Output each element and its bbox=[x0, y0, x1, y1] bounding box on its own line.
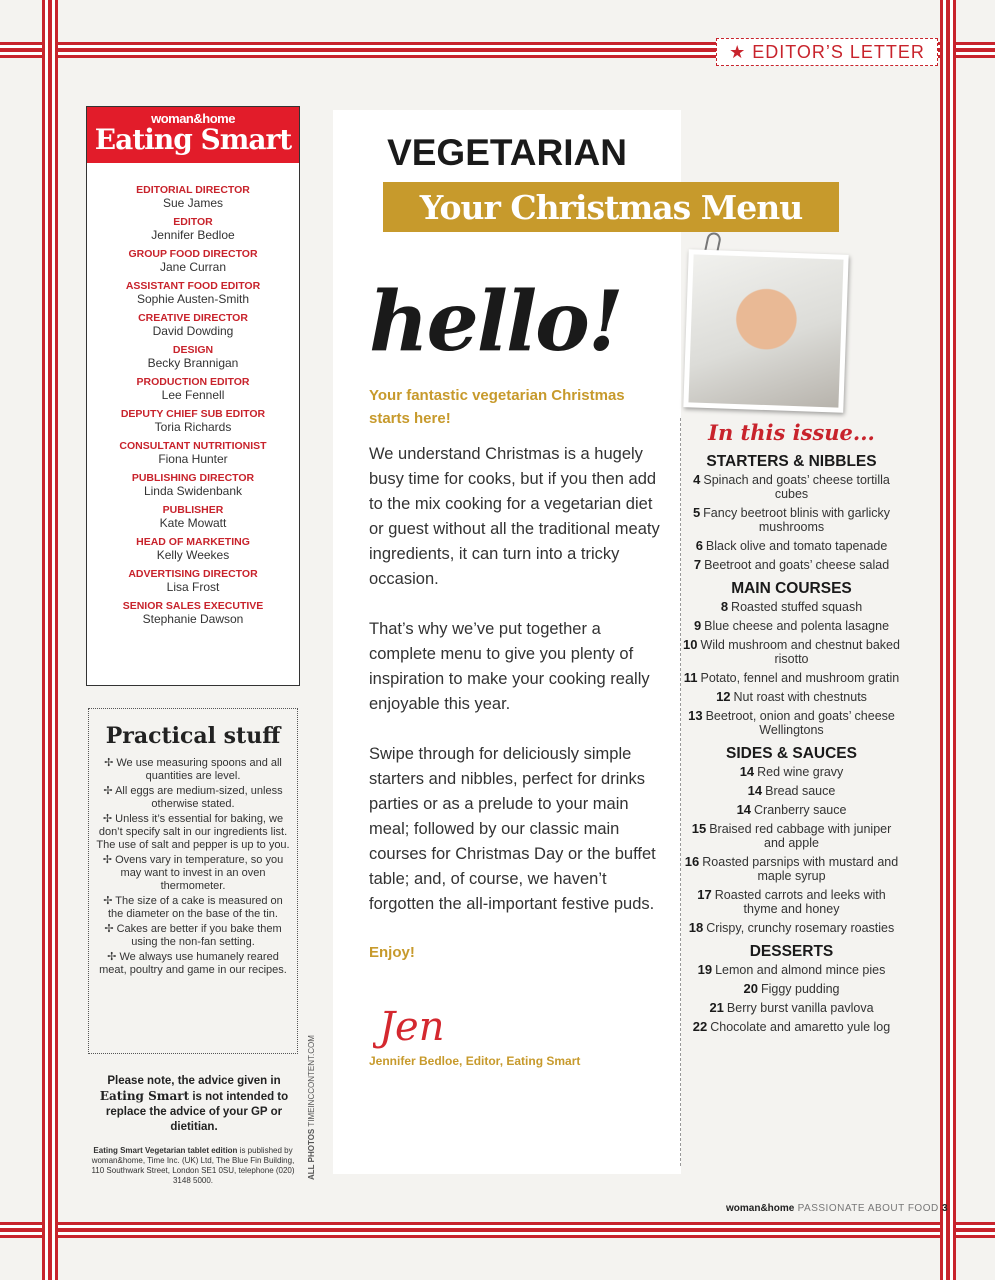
toc-page-number: 19 bbox=[697, 962, 713, 977]
staff-name: Jennifer Bedloe bbox=[151, 228, 235, 242]
toc-item bbox=[681, 473, 902, 501]
publisher-details: is published by woman&home, Time Inc. (UK) Ltd, The Blue Fin Building, 110 Southwark Street, London SE1 0SU, telephone (020) 3148 5000. bbox=[91, 1146, 295, 1185]
staff-role: PUBLISHER bbox=[162, 504, 224, 516]
editor-portrait bbox=[688, 254, 843, 407]
staff-name: Jane Curran bbox=[159, 260, 227, 274]
menu-banner: Your Christmas Menu bbox=[383, 182, 839, 232]
staff-name: Fiona Hunter bbox=[158, 452, 228, 466]
staff-role: GROUP FOOD DIRECTOR bbox=[128, 248, 258, 260]
toc-item-title: Braised red cabbage with juniper and apple bbox=[709, 822, 892, 850]
toc-item-title: Beetroot, onion and goats’ cheese Wellingtons bbox=[705, 709, 895, 737]
toc-item bbox=[681, 1020, 902, 1034]
toc-page-number: 7 bbox=[693, 557, 702, 572]
staff-name: Sophie Austen-Smith bbox=[136, 292, 250, 306]
toc-page-number: 4 bbox=[693, 472, 701, 487]
practical-item bbox=[95, 923, 291, 949]
toc-item-title: Chocolate and amaretto yule log bbox=[710, 1020, 891, 1034]
right-stripe bbox=[940, 0, 956, 1280]
practical-item bbox=[95, 895, 291, 921]
brand-logo bbox=[87, 107, 299, 163]
staff-name: Lisa Frost bbox=[166, 580, 220, 594]
staff-name: Stephanie Dawson bbox=[142, 612, 244, 626]
toc-section-heading: SIDES & SAUCES bbox=[726, 745, 857, 762]
toc-page-number: 21 bbox=[709, 1000, 724, 1015]
staff-name: Toria Richards bbox=[154, 420, 232, 434]
toc-page-number: 9 bbox=[693, 618, 702, 633]
letter-body bbox=[369, 442, 669, 942]
letter-paragraph: Swipe through for deliciously simple starters and nibbles, perfect for drinks parties or as a prelude to your main meal; followed by our classic main courses for Christmas Day or the buffet table; and, of course, we haven’t forgotten the all-important festive puds. bbox=[369, 745, 656, 913]
practical-item-text: We use measuring spoons and all quantities are level. bbox=[116, 757, 282, 782]
toc-item bbox=[681, 539, 902, 553]
staff-role: ASSISTANT FOOD EDITOR bbox=[125, 280, 261, 292]
signoff: Jennifer Bedloe, Editor, Eating Smart bbox=[369, 1054, 581, 1068]
photo-credit bbox=[307, 1035, 316, 1180]
staff-role: CONSULTANT NUTRITIONIST bbox=[119, 440, 267, 452]
toc-page-number: 14 bbox=[747, 783, 763, 798]
toc-item bbox=[681, 803, 902, 817]
toc-section-heading: DESSERTS bbox=[749, 943, 834, 960]
brand-small: woman&home bbox=[151, 111, 235, 126]
toc-page-number: 13 bbox=[688, 708, 703, 723]
toc-sections bbox=[681, 453, 902, 1034]
practical-item-text: Unless it’s essential for baking, we don’t specify salt in our ingredients list. The use of salt and pepper is up to you. bbox=[96, 813, 290, 851]
toc-section-heading: MAIN COURSES bbox=[731, 580, 852, 597]
practical-stuff bbox=[88, 708, 298, 1054]
toc-page-number: 16 bbox=[684, 854, 700, 869]
publisher-title: Eating Smart Vegetarian tablet edition bbox=[93, 1146, 238, 1155]
bullet-icon: ✢ bbox=[104, 757, 114, 769]
staff-name: Linda Swidenbank bbox=[143, 484, 243, 498]
toc-page-number: 14 bbox=[736, 802, 752, 817]
photo-credit-label: ALL PHOTOS bbox=[307, 1128, 316, 1180]
bullet-icon: ✢ bbox=[103, 785, 113, 797]
toc-title: In this issue... bbox=[708, 420, 875, 445]
toc-item bbox=[681, 671, 902, 685]
bullet-icon: ✢ bbox=[104, 923, 114, 935]
toc-item-title: Blue cheese and polenta lasagne bbox=[704, 619, 890, 633]
staff-role: SENIOR SALES EXECUTIVE bbox=[122, 600, 264, 612]
toc-item bbox=[681, 855, 902, 883]
toc-item-title: Bread sauce bbox=[765, 784, 836, 798]
staff-role: EDITOR bbox=[173, 216, 213, 228]
practical-list bbox=[89, 757, 297, 977]
toc-item-title: Berry burst vanilla pavlova bbox=[726, 1001, 874, 1015]
toc-item-title: Nut roast with chestnuts bbox=[733, 690, 867, 704]
signature-text: Jen bbox=[379, 1004, 445, 1050]
left-stripe bbox=[42, 0, 58, 1280]
page-footer bbox=[726, 1203, 948, 1214]
bullet-icon: ✢ bbox=[103, 895, 113, 907]
enjoy-text: Enjoy! bbox=[369, 944, 415, 961]
practical-item bbox=[95, 951, 291, 977]
section-tag bbox=[716, 38, 938, 66]
staff-list bbox=[87, 163, 299, 627]
hello-title: hello! bbox=[369, 274, 622, 370]
editor-photo bbox=[683, 249, 848, 412]
toc-item bbox=[681, 709, 902, 737]
toc-item-title: Red wine gravy bbox=[757, 765, 844, 779]
toc-item-title: Crispy, crunchy rosemary roasties bbox=[706, 921, 895, 935]
toc-page-number: 12 bbox=[716, 689, 731, 704]
staff-role: DEPUTY CHIEF SUB EDITOR bbox=[120, 408, 266, 420]
toc-page-number: 5 bbox=[692, 505, 701, 520]
toc-item-title: Lemon and almond mince pies bbox=[715, 963, 886, 977]
bullet-icon: ✢ bbox=[102, 813, 113, 825]
staff-name: Kelly Weekes bbox=[156, 548, 230, 562]
toc-item bbox=[681, 638, 902, 666]
toc-item bbox=[681, 558, 902, 572]
toc-item bbox=[681, 1001, 902, 1015]
toc-page-number: 11 bbox=[683, 670, 698, 685]
toc-item-title: Spinach and goats’ cheese tortilla cubes bbox=[703, 473, 890, 501]
toc-page-number: 8 bbox=[720, 599, 729, 614]
toc-item bbox=[681, 921, 902, 935]
staff-role: EDITORIAL DIRECTOR bbox=[136, 184, 250, 196]
toc-item bbox=[681, 784, 902, 798]
toc-item-title: Fancy beetroot blinis with garlicky mushrooms bbox=[703, 506, 891, 534]
footer-brand: woman&home bbox=[726, 1203, 795, 1214]
publisher-info bbox=[86, 1146, 300, 1186]
toc-item bbox=[681, 690, 902, 704]
signature-image bbox=[373, 996, 513, 1056]
staff-role: HEAD OF MARKETING bbox=[136, 536, 250, 548]
staff-role: CREATIVE DIRECTOR bbox=[138, 312, 248, 324]
toc-item bbox=[681, 619, 902, 633]
toc-item bbox=[681, 982, 902, 996]
note-brand: Eating Smart bbox=[99, 1089, 190, 1103]
staff-name: Lee Fennell bbox=[161, 388, 225, 402]
staff-name: David Dowding bbox=[152, 324, 234, 338]
toc-page-number: 10 bbox=[683, 637, 698, 652]
toc-item-title: Potato, fennel and mushroom gratin bbox=[700, 671, 900, 685]
letter-paragraph: That’s why we’ve put together a complete menu to give you plenty of inspiration to make your cooking really enjoyable this year. bbox=[369, 620, 650, 713]
toc-item-title: Figgy pudding bbox=[760, 982, 840, 996]
practical-item bbox=[95, 785, 291, 811]
toc-item bbox=[681, 600, 902, 614]
toc-item bbox=[681, 822, 902, 850]
practical-item bbox=[95, 813, 291, 852]
toc-item bbox=[681, 765, 902, 779]
toc-item-title: Roasted carrots and leeks with thyme and honey bbox=[714, 888, 886, 916]
star-icon: ★ bbox=[729, 41, 747, 62]
practical-item bbox=[95, 757, 291, 783]
toc-page-number: 14 bbox=[739, 764, 755, 779]
toc-item-title: Roasted parsnips with mustard and maple syrup bbox=[702, 855, 899, 883]
staff-role: DESIGN bbox=[172, 344, 214, 356]
toc-item-title: Wild mushroom and chestnut baked risotto bbox=[700, 638, 900, 666]
staff-name: Sue James bbox=[162, 196, 224, 210]
staff-role: PUBLISHING DIRECTOR bbox=[131, 472, 255, 484]
toc-page-number: 17 bbox=[697, 887, 712, 902]
practical-item-text: The size of a cake is measured on the diameter on the base of the tin. bbox=[107, 895, 283, 920]
note-text: Please note, the advice given in bbox=[107, 1075, 281, 1087]
toc-item bbox=[681, 963, 902, 977]
letter-paragraph: We understand Christmas is a hugely busy time for cooks, but if you then add to the mix cooking for a vegetarian diet or guest without all the traditional meaty ingredients, it can turn into a tricky occasion. bbox=[369, 445, 660, 588]
bullet-icon: ✢ bbox=[107, 951, 117, 963]
toc-page-number: 20 bbox=[743, 981, 758, 996]
toc-page-number: 15 bbox=[691, 821, 707, 836]
brand-large: Eating Smart bbox=[94, 123, 292, 156]
practical-item bbox=[95, 854, 291, 893]
section-tag-label: EDITOR’S LETTER bbox=[752, 41, 925, 62]
toc-section-heading: STARTERS & NIBBLES bbox=[706, 453, 877, 470]
practical-item-text: All eggs are medium-sized, unless otherwise stated. bbox=[115, 785, 283, 810]
intro-text: Your fantastic vegetarian Christmas starts here! bbox=[369, 387, 625, 427]
bottom-stripe bbox=[0, 1222, 995, 1238]
photo-credit-url: TIMEINCCONTENT.COM bbox=[307, 1035, 316, 1129]
toc-item bbox=[681, 888, 902, 916]
practical-item-text: Ovens vary in temperature, so you may want to invest in an oven thermometer. bbox=[115, 854, 284, 892]
toc-item-title: Black olive and tomato tapenade bbox=[705, 539, 888, 553]
masthead bbox=[86, 106, 300, 686]
page-number: 3 bbox=[941, 1203, 948, 1214]
toc-item-title: Roasted stuffed squash bbox=[731, 600, 863, 614]
note-text-end: is not intended to replace the advice of your GP or dietitian. bbox=[105, 1091, 289, 1133]
toc-item-title: Cranberry sauce bbox=[754, 803, 847, 817]
toc-page-number: 18 bbox=[688, 920, 704, 935]
staff-name: Kate Mowatt bbox=[159, 516, 227, 530]
staff-role: PRODUCTION EDITOR bbox=[136, 376, 250, 388]
toc-item-title: Beetroot and goats’ cheese salad bbox=[704, 558, 890, 572]
advice-note bbox=[96, 1074, 292, 1135]
toc-item bbox=[681, 506, 902, 534]
footer-tagline: PASSIONATE ABOUT FOOD bbox=[794, 1203, 942, 1214]
practical-item-text: We always use humanely reared meat, poultry and game in our recipes. bbox=[99, 951, 287, 976]
table-of-contents bbox=[680, 418, 902, 1166]
staff-role: ADVERTISING DIRECTOR bbox=[128, 568, 258, 580]
practical-title: Practical stuff bbox=[105, 723, 281, 749]
practical-item-text: Cakes are better if you bake them using the non-fan setting. bbox=[116, 923, 282, 948]
bullet-icon: ✢ bbox=[102, 854, 112, 866]
staff-name: Becky Brannigan bbox=[147, 356, 239, 370]
toc-page-number: 22 bbox=[692, 1019, 708, 1034]
toc-page-number: 6 bbox=[695, 538, 703, 553]
headline: VEGETARIAN bbox=[387, 132, 627, 173]
